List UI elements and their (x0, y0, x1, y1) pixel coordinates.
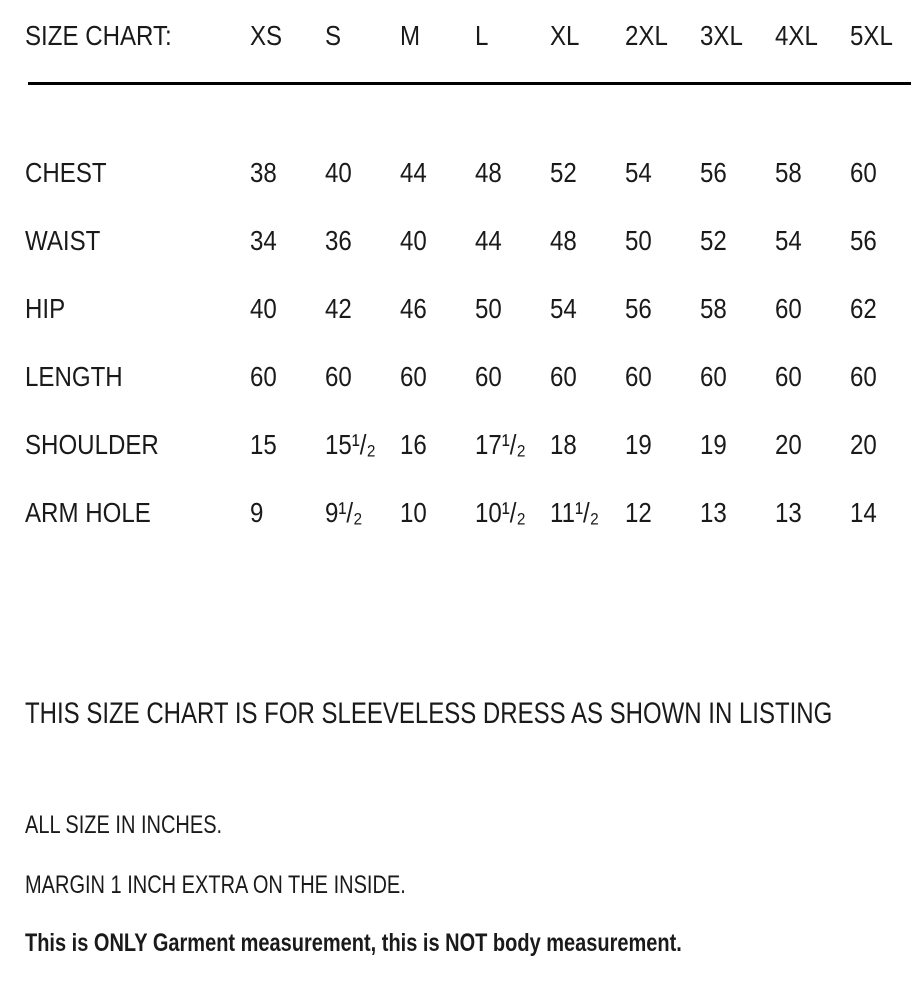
cell: 60 (625, 361, 652, 392)
cell: 12 (625, 497, 652, 528)
column-header-xs: XS (250, 20, 283, 51)
cell: 40 (400, 225, 427, 256)
cell: 10 (400, 497, 427, 528)
table-row-chest (25, 139, 913, 207)
cell: 58 (775, 157, 802, 188)
cell: 15¹/₂ (325, 429, 376, 460)
cell: 9 (250, 497, 264, 528)
cell: 48 (550, 225, 577, 256)
cell: 60 (250, 361, 277, 392)
cell: 14 (850, 497, 877, 528)
cell: 60 (775, 361, 802, 392)
size-chart-body (25, 139, 913, 547)
cell: 44 (475, 225, 502, 256)
row-label: HIP (25, 293, 66, 324)
table-row-shoulder (25, 411, 913, 479)
cell: 54 (625, 157, 652, 188)
column-header-m: M (400, 20, 421, 51)
column-header-xl: XL (550, 20, 580, 51)
cell: 52 (550, 157, 577, 188)
note-units: ALL SIZE IN INCHES. (25, 811, 223, 839)
cell: 50 (625, 225, 652, 256)
column-header-4xl: 4XL (775, 20, 818, 51)
cell: 20 (775, 429, 802, 460)
note-margin: MARGIN 1 INCH EXTRA ON THE INSIDE. (25, 871, 406, 899)
cell: 56 (700, 157, 727, 188)
row-label: WAIST (25, 225, 101, 256)
row-label: CHEST (25, 157, 107, 188)
cell: 54 (775, 225, 802, 256)
cell: 60 (475, 361, 502, 392)
cell: 16 (400, 429, 427, 460)
cell: 40 (250, 293, 277, 324)
cell: 60 (700, 361, 727, 392)
cell: 60 (325, 361, 352, 392)
cell: 11¹/₂ (550, 497, 600, 528)
cell: 54 (550, 293, 577, 324)
row-label: SHOULDER (25, 429, 159, 460)
cell: 36 (325, 225, 352, 256)
cell: 38 (250, 157, 277, 188)
cell: 9¹/₂ (325, 497, 363, 528)
table-row-waist (25, 207, 913, 275)
cell: 20 (850, 429, 877, 460)
cell: 62 (850, 293, 877, 324)
note-disclaimer: This is ONLY Garment measurement, this is NOT body measurement. (25, 929, 682, 957)
size-chart-title: SIZE CHART: (25, 20, 172, 51)
cell: 46 (400, 293, 427, 324)
cell: 18 (550, 429, 577, 460)
table-row-length (25, 343, 913, 411)
cell: 34 (250, 225, 277, 256)
cell: 44 (400, 157, 427, 188)
cell: 13 (775, 497, 802, 528)
column-header-l: L (475, 20, 489, 51)
table-row-hip (25, 275, 913, 343)
cell: 19 (625, 429, 652, 460)
column-header-5xl: 5XL (850, 20, 893, 51)
cell: 13 (700, 497, 727, 528)
column-header-2xl: 2XL (625, 20, 668, 51)
cell: 42 (325, 293, 352, 324)
header-divider-line (28, 82, 911, 85)
column-header-3xl: 3XL (700, 20, 743, 51)
cell: 15 (250, 429, 277, 460)
cell: 60 (850, 361, 877, 392)
cell: 19 (700, 429, 727, 460)
cell: 60 (850, 157, 877, 188)
cell: 56 (625, 293, 652, 324)
size-chart-header-row (25, 22, 913, 50)
cell: 60 (400, 361, 427, 392)
row-label: LENGTH (25, 361, 123, 392)
cell: 48 (475, 157, 502, 188)
cell: 17¹/₂ (475, 429, 526, 460)
cell: 56 (850, 225, 877, 256)
table-row-armhole (25, 479, 913, 547)
notes-heading: THIS SIZE CHART IS FOR SLEEVELESS DRESS AS SHOWN IN LISTING (25, 697, 833, 730)
cell: 50 (475, 293, 502, 324)
cell: 58 (700, 293, 727, 324)
cell: 60 (550, 361, 577, 392)
row-label: ARM HOLE (25, 497, 151, 528)
cell: 40 (325, 157, 352, 188)
column-header-s: S (325, 20, 342, 51)
cell: 60 (775, 293, 802, 324)
cell: 52 (700, 225, 727, 256)
cell: 10¹/₂ (475, 497, 526, 528)
